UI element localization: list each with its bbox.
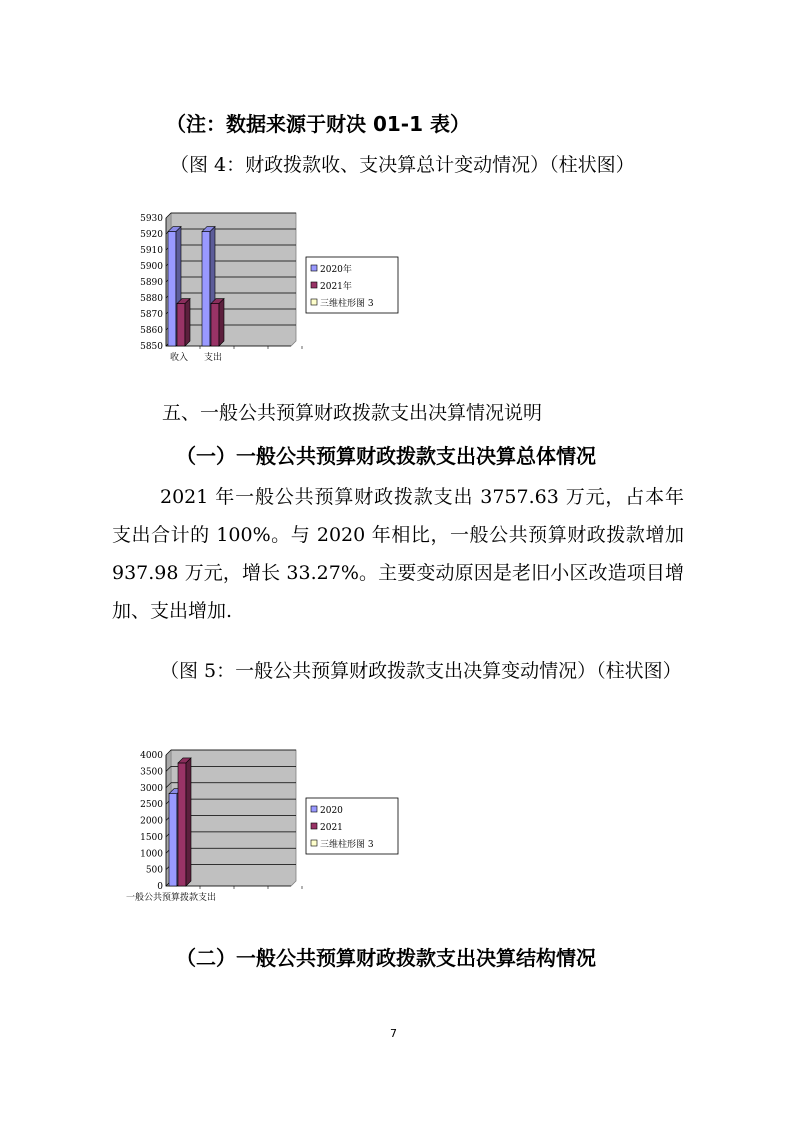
y-tick-label: 1000 — [140, 849, 163, 860]
y-tick-label: 1500 — [140, 832, 163, 843]
y-tick-label: 5880 — [140, 294, 163, 304]
bar-side — [219, 299, 224, 346]
bar-2021年-收入 — [177, 304, 185, 346]
y-tick-label: 5900 — [140, 262, 163, 272]
y-tick-label: 5870 — [140, 310, 163, 320]
legend-label: 2021 — [320, 823, 343, 833]
y-tick-label: 3000 — [140, 783, 163, 794]
legend-swatch — [311, 840, 317, 846]
y-tick-label: 3500 — [140, 767, 163, 778]
legend-label: 2020年 — [320, 265, 352, 275]
y-tick-label: 0 — [157, 882, 163, 892]
bar-2021-一般公共预算拨款支出 — [178, 763, 186, 886]
y-tick-label: 5890 — [140, 278, 163, 288]
x-category-label: 一般公共预算拨款支出 — [126, 893, 217, 903]
y-tick-label: 2000 — [140, 816, 163, 827]
y-tick-label: 4000 — [140, 751, 163, 761]
legend-swatch — [311, 265, 317, 271]
y-tick-label: 5860 — [140, 326, 163, 336]
figure4-chart — [130, 205, 410, 365]
legend-swatch — [311, 299, 317, 305]
legend-swatch — [311, 806, 317, 812]
bar-2020年-收入 — [168, 232, 176, 346]
source-note: （注：数据来源于财决 01-1 表） — [166, 112, 470, 136]
bar-side — [186, 758, 191, 886]
figure5-caption: （图 5：一般公共预算财政拨款支出决算变动情况）（柱状图） — [160, 660, 682, 682]
y-tick-label: 5850 — [140, 342, 163, 352]
legend-label: 三维柱形图 3 — [320, 840, 374, 850]
legend-label: 2021年 — [320, 282, 352, 292]
section5-1-paragraph: 2021 年一般公共预算财政拨款支出 3757.63 万元，占本年支出合计的 100%。与 2020 年相比，一般公共预算财政拨款增加 937.98 万元，增长 33.27%。主要变动原因是老旧小区改造项目增加、支出增加. — [112, 486, 684, 622]
x-category-label: 支出 — [203, 353, 223, 363]
section5-heading: 五、一般公共预算财政拨款支出决算情况说明 — [162, 402, 543, 424]
x-category-label: 收入 — [169, 353, 189, 363]
y-tick-label: 5910 — [140, 246, 163, 256]
section5-2-heading: （二）一般公共预算财政拨款支出决算结构情况 — [176, 946, 596, 970]
legend-swatch — [311, 823, 317, 829]
figure5-chart — [112, 742, 412, 907]
y-tick-label: 500 — [145, 865, 163, 876]
legend-label: 2020 — [320, 806, 343, 816]
legend-label: 三维柱形图 3 — [320, 299, 374, 309]
y-tick-label: 5930 — [140, 214, 163, 224]
bar-2020年-支出 — [202, 232, 210, 346]
page-number: 7 — [390, 1027, 397, 1040]
y-tick-label: 2500 — [140, 800, 163, 811]
legend-swatch — [311, 282, 317, 288]
y-tick-label: 5920 — [140, 230, 163, 240]
figure4-caption: （图 4：财政拨款收、支决算总计变动情况）（柱状图） — [170, 154, 635, 176]
section5-1-heading: （一）一般公共预算财政拨款支出决算总体情况 — [176, 444, 596, 468]
bar-2020-一般公共预算拨款支出 — [169, 794, 177, 886]
bar-side — [185, 299, 190, 346]
bar-2021年-支出 — [211, 304, 219, 346]
